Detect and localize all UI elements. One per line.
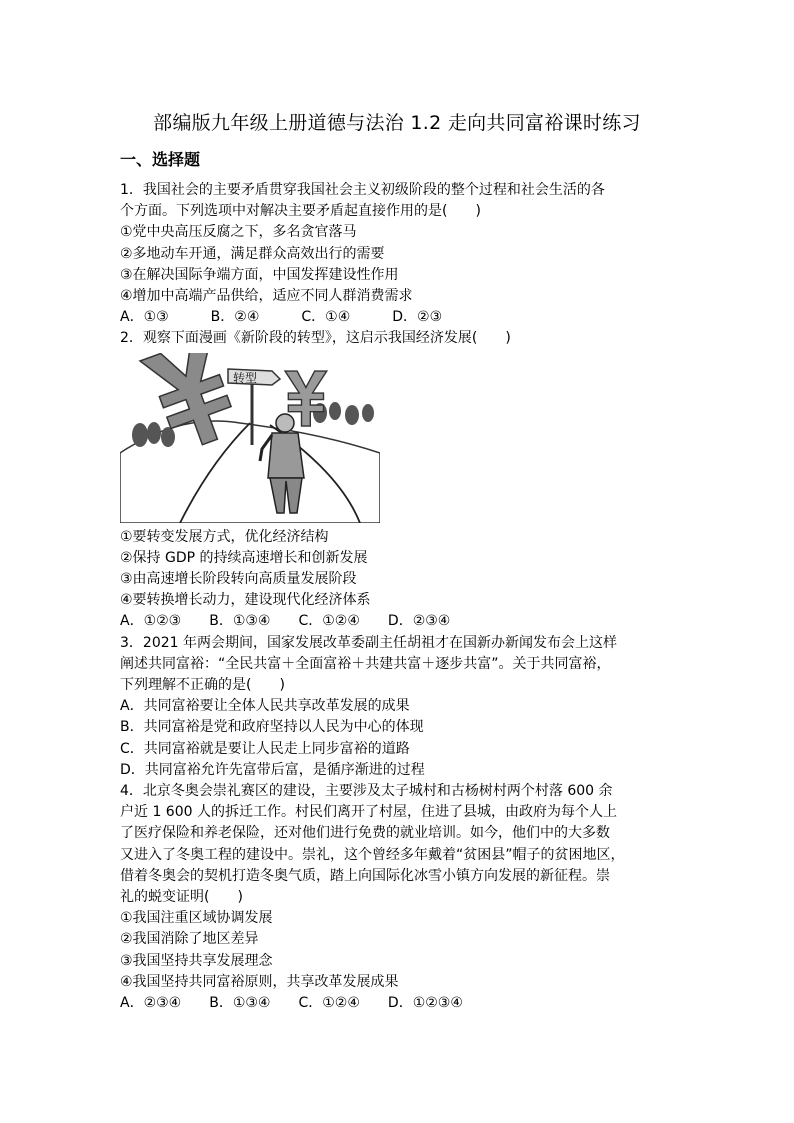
answer-options: A．②③④ B．①③④ C．①②④ D．①②③④ [120, 995, 463, 1012]
statement-item: ③我国坚持共享发展理念 [120, 952, 273, 969]
question-stem-line: 1．我国社会的主要矛盾贯穿我国社会主义初级阶段的整个过程和社会生活的各 [120, 182, 605, 198]
signpost-text: 转型 [233, 370, 258, 385]
question-stem-line: 借着冬奥会的契机打造冬奥气质，踏上向国际化冰雪小镇方向发展的新征程。崇 [120, 867, 610, 884]
option-item: D．共同富裕允许先富带后富，是循序渐进的过程 [120, 761, 425, 778]
statement-item: ③在解决国际争端方面，中国发挥建设性作用 [120, 266, 399, 283]
statement-item: ④我国坚持共同富裕原则，共享改革发展成果 [120, 973, 399, 990]
cartoon-illustration [120, 353, 380, 523]
question-3 [120, 633, 690, 781]
option-item: B．共同富裕是党和政府坚持以人民为中心的体现 [120, 719, 424, 736]
option-item: A．共同富裕要让全体人民共享改革发展的成果 [120, 698, 410, 715]
statement-item: ②多地动车开通，满足群众高效出行的需要 [120, 245, 385, 262]
question-1 [120, 180, 690, 328]
statement-item: ②保持 GDP 的持续高速增长和创新发展 [120, 549, 368, 566]
question-stem-line: 个方面。下列选项中对解决主要矛盾起直接作用的是( ) [120, 203, 481, 220]
statement-item: ①我国注重区域协调发展 [120, 910, 273, 927]
question-list [120, 180, 690, 1014]
question-stem-line: 2．观察下面漫画《新阶段的转型》，这启示我国经济发展( ) [120, 330, 511, 347]
question-stem-line: 3．2021 年两会期间，国家发展改革委副主任胡祖才在国新办新闻发布会上这样 [120, 634, 617, 651]
answer-options: A．①③ B．②④ C．①④ D．②③ [120, 309, 443, 326]
statement-item: ①要转变发展方式，优化经济结构 [120, 528, 329, 545]
statement-item: ③由高速增长阶段转向高质量发展阶段 [120, 571, 357, 588]
question-2 [120, 328, 690, 632]
answer-options: A．①②③ B．①③④ C．①②④ D．②③④ [120, 613, 451, 630]
question-stem-line: 户近 1 600 人的拆迁工作。村民们离开了村屋，住进了县城，由政府为每个人上 [120, 804, 617, 821]
cartoon-image [120, 353, 380, 523]
question-stem-line: 了医疗保险和养老保险，还对他们进行免费的就业培训。如今，他们中的大多数 [120, 825, 610, 842]
page-title: 部编版九年级上册道德与法治 1.2 走向共同富裕课时练习 [153, 112, 641, 134]
question-stem-line: 4．北京冬奥会崇礼赛区的建设，主要涉及太子城村和古杨树村两个村落 600 余 [120, 783, 613, 800]
section-heading: 一、选择题 [120, 150, 201, 169]
statement-item: ②我国消除了地区差异 [120, 931, 259, 948]
question-stem-line: 阐述共同富裕：“全民共富＋全面富裕＋共建共富＋逐步共富”。关于共同富裕， [120, 655, 611, 672]
question-4 [120, 781, 690, 1014]
question-stem-line: 礼的蜕变证明( ) [120, 889, 243, 906]
option-item: C．共同富裕就是要让人民走上同步富裕的道路 [120, 740, 410, 757]
statement-item: ④要转换增长动力，建设现代化经济体系 [120, 592, 371, 609]
question-stem-line: 又进入了冬奥工程的建设中。崇礼，这个曾经多年戴着“贫困县”帽子的贫困地区， [120, 846, 625, 863]
statement-item: ①党中央高压反腐之下，多名贪官落马 [120, 224, 357, 241]
statement-item: ④增加中高端产品供给，适应不同人群消费需求 [120, 288, 413, 305]
question-stem-line: 下列理解不正确的是( ) [120, 677, 285, 694]
